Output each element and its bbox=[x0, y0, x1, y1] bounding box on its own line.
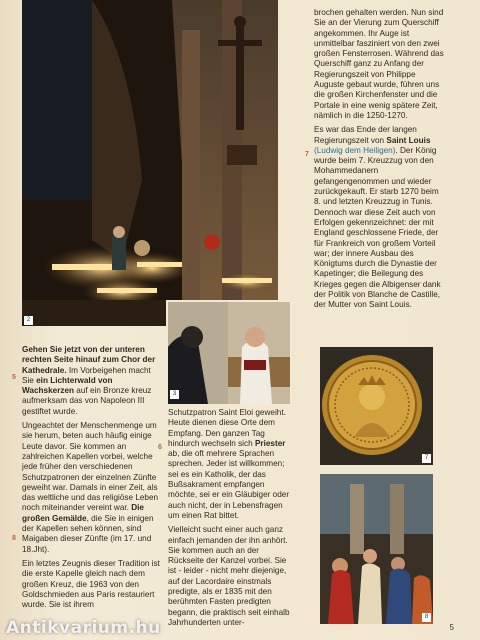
cathedral-illustration bbox=[22, 0, 278, 326]
right-column bbox=[314, 8, 444, 315]
intro-text-1: Im Vorbeigehen macht Sie bbox=[22, 365, 151, 385]
photo-number: 8 bbox=[422, 613, 431, 622]
paintings-text: , die Sie in einigen der Kapellen sehen können, sind Maigaben dieser Zünfte (im 17. und 18.Jht). bbox=[22, 513, 154, 554]
page-number: 5 bbox=[449, 623, 454, 632]
photo-number: 7 bbox=[422, 454, 431, 463]
cathedral-candles-photo bbox=[22, 0, 278, 326]
margin-marker: 8 bbox=[12, 535, 16, 542]
saint-louis-text-2: . Der König wurde beim 7. Kreuzzug von den Mohammedanern gefangengenommen und wieder zurückgekauft. Er starb 1270 beim 8. und letzten Kreuzzug in Tunis. Dennoch war diese Zeit auch von Erfolgen gekennzeichnet: der mit England geschlossene Friede, der für Frankreich von großem Vorteil war; der innere Ausbau des Königtums durch die Dynastie der Kapetinger; die Beilegung des Krieges gegen die Albigenser dank der Politik von Blanche de Castille, der Mutter von Saint Louis. bbox=[314, 145, 441, 310]
saint-louis-paren: (Ludwig dem Heiligen) bbox=[314, 145, 396, 155]
margin-marker: 5 bbox=[12, 374, 16, 381]
intro-bold: Gehen Sie jetzt von der unteren rechten Seite hinauf zum Chor der Kathedrale. bbox=[22, 345, 156, 375]
photo-number: 2 bbox=[24, 316, 33, 325]
priest-photo bbox=[166, 300, 292, 406]
paragraph-pulpit: Vielleicht sucht einer auch ganz einfach jemanden der ihn anhört. Sie kommen auch an der Rückseite der Kanzel vorbei. Sie ist - leider - nicht mehr diejenige, auf der Lacordaire einstmals predigte, als er 1835 mit den berühmten Fasten predigten begann, die praktisch seit einhalb Jahrhunderten unter- bbox=[168, 525, 290, 627]
gold-coin-photo bbox=[320, 347, 433, 465]
paragraph-priests bbox=[168, 408, 290, 521]
intro-bold-2: ein Lichterwald von Wachskerzen bbox=[22, 375, 113, 396]
painting-illustration bbox=[320, 474, 433, 624]
priest-illustration bbox=[168, 302, 290, 404]
photo-number: 3 bbox=[170, 390, 179, 399]
saint-louis-bold: Saint Louis bbox=[386, 135, 431, 145]
guilds-text: Ungeachtet der Menschenmenge um sie herum, beten auch häufig einige Leute davor. Sie kommen an zahlreichen Kapellen vorbei, welche jede früher den verschiedenen Schutzpatronen der einzelnen Zünfte geweiht war. Damals in einer Zeit, als das weltliche und das religiöse Leben noch miteinander vereint war. bbox=[22, 421, 159, 513]
priests-text-1: Schutzpatron Saint Eloi geweiht. Heute dienen diese Orte dem Empfang. Den ganzen Tag hindurch wechseln sich bbox=[168, 408, 286, 448]
intro-text-2: auf ein Bronze kreuz aufmerksam das von Napoleon III gestiftet wurde. bbox=[22, 386, 152, 416]
watermark: Antikvarium.hu bbox=[6, 618, 161, 638]
paragraph-guilds bbox=[22, 421, 160, 555]
margin-marker: 7 bbox=[305, 151, 309, 158]
priests-bold: Priester bbox=[254, 438, 286, 448]
saint-louis-text-1: Es war das Ende der langen Regierungszeit von bbox=[314, 125, 417, 145]
intro-paragraph bbox=[22, 345, 160, 417]
paragraph-saint-louis bbox=[314, 125, 444, 310]
margin-marker: 6 bbox=[158, 444, 162, 451]
priests-text-2: ab, die oft mehrere Sprachen sprechen. Jeder ist willkommen; sei es ein Katholik, der das Bußsakrament empfangen möchte, sei er ein Gläubiger oder auch nicht, der in Lebensfragen um einen Rat bittet. bbox=[168, 449, 290, 520]
left-column bbox=[22, 345, 160, 614]
paragraph-chapel: Ein letztes Zeugnis dieser Tradition ist die erste Kapelle gleich nach dem großen Kreuz, die 1963 von den Goldschmieden aus Paris restauriert wurde. Sie ist ihrem bbox=[22, 558, 160, 610]
middle-column bbox=[168, 408, 290, 632]
gold-coin-illustration bbox=[320, 347, 433, 465]
painting-photo bbox=[320, 474, 433, 624]
paintings-bold: Die großen Gemälde bbox=[22, 503, 144, 523]
paragraph-transept: brochen gehalten werden. Nun sind Sie an der Vierung zum Querschiff angekommen. Ihr Auge ist unmittelbar fasziniert von den zwei großen Fensterrosen. Während das Querschiff ganz zu Anfang der Regierungszeit von Philippe Auguste gebaut wurde, führen uns die großen Kirchenfenster und die Portale in eine wenig spätere Zeit, nämlich in die 1250-1270. bbox=[314, 8, 444, 120]
